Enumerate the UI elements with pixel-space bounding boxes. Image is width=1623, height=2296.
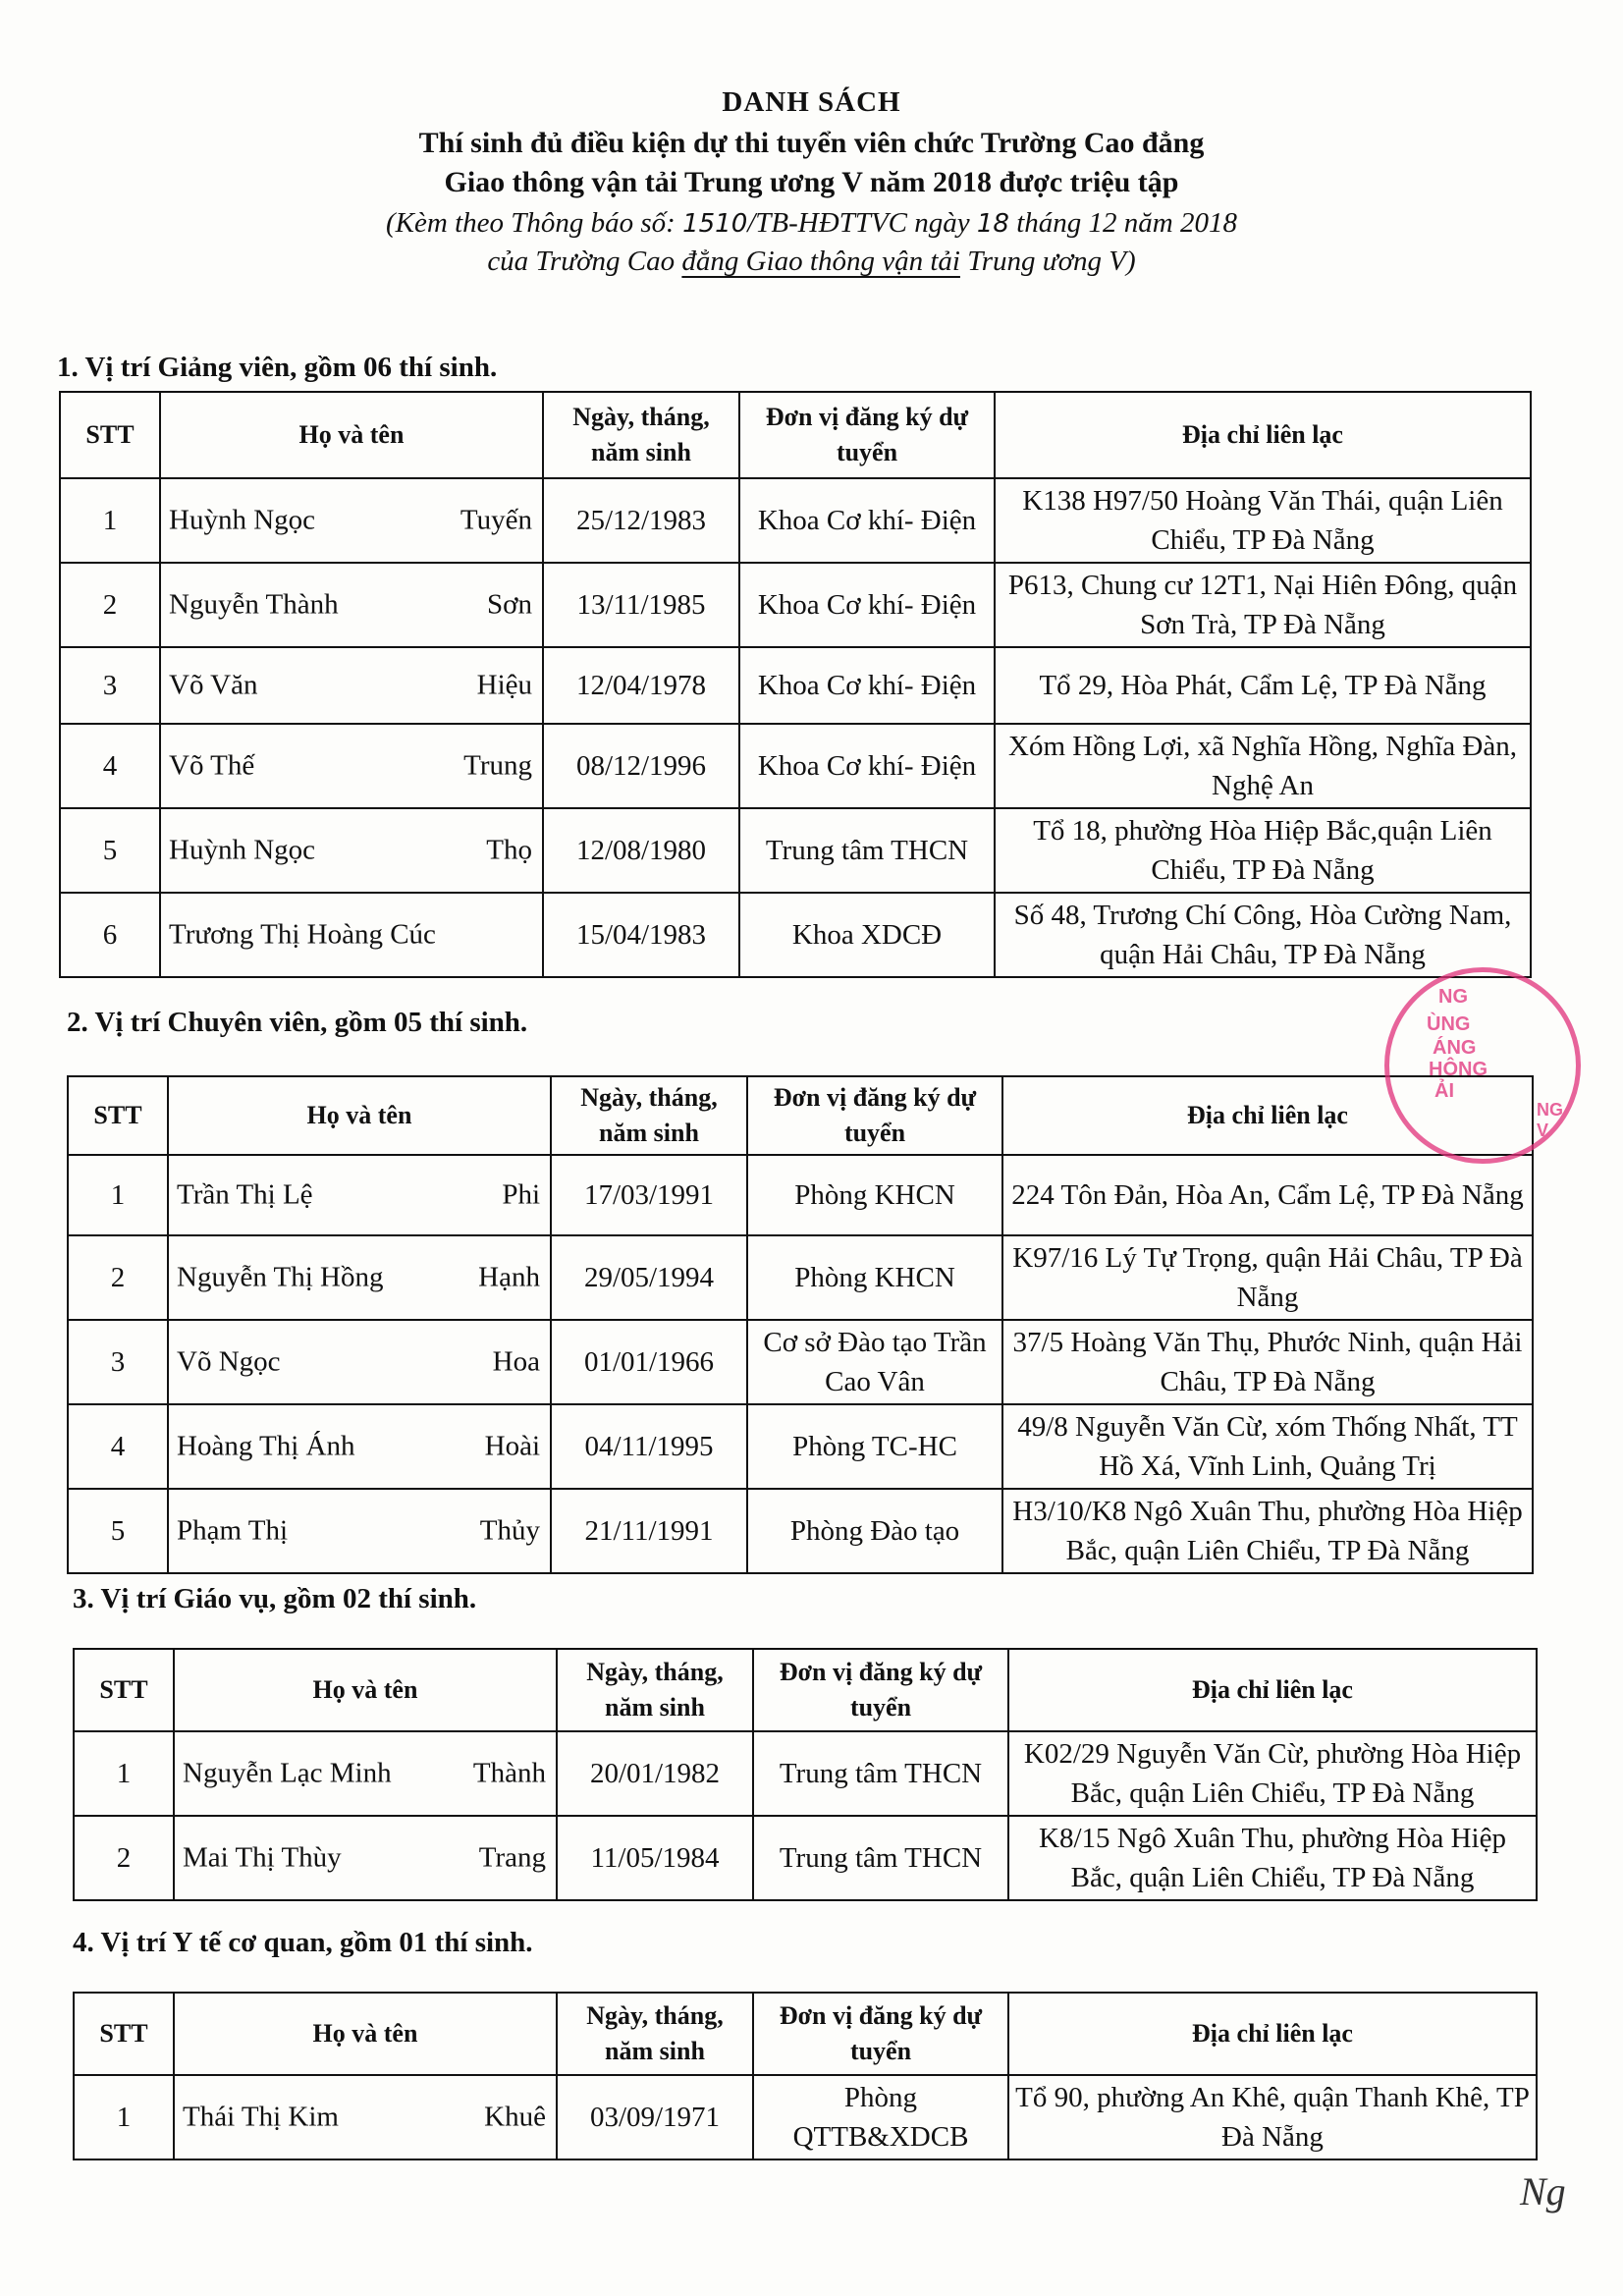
table-row <box>68 1155 1533 1235</box>
column-header-address: Địa chỉ liên lạc <box>1008 1993 1537 2075</box>
cell-registered-unit: Khoa Cơ khí- Điện <box>739 647 995 724</box>
column-header-name: Họ và tên <box>174 1993 557 2075</box>
cell-full-name <box>160 478 543 563</box>
given-name: Sơn <box>487 588 532 621</box>
cell-full-name <box>160 724 543 808</box>
cell-registered-unit: Khoa Cơ khí- Điện <box>739 478 995 563</box>
cell-stt: 2 <box>74 1816 174 1900</box>
reference-note-line2: của Trường Cao đẳng Giao thông vận tải Trung ương V) <box>487 246 1136 277</box>
column-header-name: Họ và tên <box>160 392 543 478</box>
cell-stt: 6 <box>60 893 160 977</box>
section-heading-2: 2. Vị trí Chuyên viên, gồm 05 thí sinh. <box>67 1007 528 1038</box>
column-header-unit: Đơn vị đăng ký dự tuyển <box>753 1649 1008 1731</box>
cell-registered-unit: Khoa XDCĐ <box>739 893 995 977</box>
cell-registered-unit: Trung tâm THCN <box>753 1731 1008 1816</box>
column-header-stt: STT <box>74 1649 174 1731</box>
cell-full-name <box>168 1235 551 1320</box>
cell-date-of-birth: 12/04/1978 <box>543 647 739 724</box>
column-header-unit: Đơn vị đăng ký dự tuyển <box>739 392 995 478</box>
cell-date-of-birth: 20/01/1982 <box>557 1731 753 1816</box>
column-header-dob: Ngày, tháng, năm sinh <box>543 392 739 478</box>
cell-date-of-birth: 01/01/1966 <box>551 1320 747 1404</box>
cell-stt: 1 <box>60 478 160 563</box>
table-academic-affairs <box>73 1648 1538 1901</box>
section-heading-1: 1. Vị trí Giảng viên, gồm 06 thí sinh. <box>57 352 498 383</box>
column-header-address: Địa chỉ liên lạc <box>1008 1649 1537 1731</box>
given-name: Thọ <box>486 834 532 866</box>
cell-full-name <box>174 2075 557 2159</box>
cell-full-name <box>160 893 543 977</box>
cell-contact-address: Xóm Hồng Lợi, xã Nghĩa Hồng, Nghĩa Đàn, Nghệ An <box>995 724 1531 808</box>
cell-registered-unit: Phòng KHCN <box>747 1235 1002 1320</box>
table-row <box>60 808 1531 893</box>
handwritten-number: 1510 <box>682 209 748 239</box>
table-row <box>68 1235 1533 1320</box>
cell-registered-unit: Phòng QTTB&XDCB <box>753 2075 1008 2159</box>
cell-registered-unit: Trung tâm THCN <box>753 1816 1008 1900</box>
table-row <box>74 1816 1537 1900</box>
given-name: Hoài <box>484 1430 540 1462</box>
cell-stt: 3 <box>68 1320 168 1404</box>
handwritten-day: 18 <box>976 209 1009 239</box>
cell-registered-unit: Phòng TC-HC <box>747 1404 1002 1489</box>
cell-stt: 5 <box>68 1489 168 1573</box>
table-row <box>68 1320 1533 1404</box>
cell-contact-address: K97/16 Lý Tự Trọng, quận Hải Châu, TP Đà Nẵng <box>1002 1235 1533 1320</box>
table-row <box>74 1731 1537 1816</box>
cell-contact-address: K02/29 Nguyễn Văn Cừ, phường Hòa Hiệp Bắc, quận Liên Chiểu, TP Đà Nẵng <box>1008 1731 1537 1816</box>
cell-stt: 1 <box>68 1155 168 1235</box>
table-row <box>60 647 1531 724</box>
cell-registered-unit: Cơ sở Đào tạo Trần Cao Vân <box>747 1320 1002 1404</box>
first-middle-name: Huỳnh Ngọc <box>169 834 316 866</box>
cell-registered-unit: Khoa Cơ khí- Điện <box>739 563 995 647</box>
cell-registered-unit: Trung tâm THCN <box>739 808 995 893</box>
cell-contact-address: H3/10/K8 Ngô Xuân Thu, phường Hòa Hiệp Bắc, quận Liên Chiểu, TP Đà Nẵng <box>1002 1489 1533 1573</box>
table-header-row <box>68 1076 1533 1155</box>
page-signature: Ng <box>1520 2169 1566 2214</box>
table-row <box>68 1489 1533 1573</box>
column-header-dob: Ngày, tháng, năm sinh <box>557 1649 753 1731</box>
official-red-stamp: NG ÙNG ÁNG HÔNG ẢI NG V <box>1384 967 1581 1164</box>
cell-contact-address: Số 48, Trương Chí Công, Hòa Cường Nam, quận Hải Châu, TP Đà Nẵng <box>995 893 1531 977</box>
cell-full-name <box>160 808 543 893</box>
cell-full-name <box>168 1489 551 1573</box>
column-header-address: Địa chỉ liên lạc <box>1002 1076 1533 1155</box>
cell-contact-address: K138 H97/50 Hoàng Văn Thái, quận Liên Chiểu, TP Đà Nẵng <box>995 478 1531 563</box>
cell-date-of-birth: 17/03/1991 <box>551 1155 747 1235</box>
first-middle-name: Mai Thị Thùy <box>183 1841 342 1874</box>
cell-date-of-birth: 15/04/1983 <box>543 893 739 977</box>
cell-full-name <box>160 647 543 724</box>
cell-contact-address: K8/15 Ngô Xuân Thu, phường Hòa Hiệp Bắc, quận Liên Chiểu, TP Đà Nẵng <box>1008 1816 1537 1900</box>
first-middle-name: Thái Thị Kim <box>183 2101 339 2133</box>
cell-date-of-birth: 08/12/1996 <box>543 724 739 808</box>
cell-stt: 1 <box>74 2075 174 2159</box>
cell-registered-unit: Phòng KHCN <box>747 1155 1002 1235</box>
table-medical <box>73 1992 1538 2160</box>
section-heading-3: 3. Vị trí Giáo vụ, gồm 02 thí sinh. <box>73 1583 477 1614</box>
table-row <box>60 893 1531 977</box>
document-subtitle-1: Thí sinh đủ điều kiện dự thi tuyển viên chức Trường Cao đẳng <box>418 127 1205 159</box>
given-name: Hạnh <box>478 1261 540 1293</box>
table-lecturers <box>59 391 1532 978</box>
cell-date-of-birth: 29/05/1994 <box>551 1235 747 1320</box>
cell-contact-address: 37/5 Hoàng Văn Thụ, Phước Ninh, quận Hải Châu, TP Đà Nẵng <box>1002 1320 1533 1404</box>
first-middle-name: Huỳnh Ngọc <box>169 504 316 536</box>
cell-registered-unit: Phòng Đào tạo <box>747 1489 1002 1573</box>
document-header <box>0 86 1623 278</box>
section-heading-4: 4. Vị trí Y tế cơ quan, gồm 01 thí sinh. <box>73 1927 533 1958</box>
table-row <box>60 563 1531 647</box>
given-name: Hiệu <box>476 669 532 701</box>
first-middle-name: Nguyễn Thị Hồng <box>177 1261 384 1293</box>
table-header-row <box>74 1649 1537 1731</box>
given-name: Trung <box>463 749 532 782</box>
cell-date-of-birth: 04/11/1995 <box>551 1404 747 1489</box>
given-name: Thành <box>472 1757 546 1789</box>
column-header-stt: STT <box>60 392 160 478</box>
first-middle-name: Trương Thị Hoàng Cúc <box>169 918 436 951</box>
column-header-dob: Ngày, tháng, năm sinh <box>551 1076 747 1155</box>
column-header-unit: Đơn vị đăng ký dự tuyển <box>747 1076 1002 1155</box>
cell-full-name <box>168 1155 551 1235</box>
cell-contact-address: Tổ 90, phường An Khê, quận Thanh Khê, TP Đà Nẵng <box>1008 2075 1537 2159</box>
cell-date-of-birth: 12/08/1980 <box>543 808 739 893</box>
cell-full-name <box>168 1404 551 1489</box>
cell-stt: 2 <box>68 1235 168 1320</box>
table-header-row <box>74 1993 1537 2075</box>
column-header-unit: Đơn vị đăng ký dự tuyển <box>753 1993 1008 2075</box>
cell-date-of-birth: 25/12/1983 <box>543 478 739 563</box>
first-middle-name: Nguyễn Lạc Minh <box>183 1757 392 1789</box>
cell-date-of-birth: 13/11/1985 <box>543 563 739 647</box>
first-middle-name: Nguyễn Thành <box>169 588 339 621</box>
cell-stt: 4 <box>60 724 160 808</box>
cell-full-name <box>174 1731 557 1816</box>
given-name: Trang <box>478 1841 546 1874</box>
cell-stt: 4 <box>68 1404 168 1489</box>
table-row <box>68 1404 1533 1489</box>
table-header-row <box>60 392 1531 478</box>
given-name: Tuyến <box>460 504 532 536</box>
first-middle-name: Phạm Thị <box>177 1514 289 1547</box>
cell-full-name <box>168 1320 551 1404</box>
reference-note: (Kèm theo Thông báo số: 1510/TB-HĐTTVC ngày 18 tháng 12 năm 2018 <box>386 207 1237 239</box>
given-name: Khuê <box>484 2101 546 2133</box>
given-name: Phi <box>502 1178 540 1211</box>
cell-full-name <box>174 1816 557 1900</box>
table-row <box>60 724 1531 808</box>
column-header-address: Địa chỉ liên lạc <box>995 392 1531 478</box>
table-row <box>60 478 1531 563</box>
given-name: Thủy <box>479 1514 540 1547</box>
first-middle-name: Võ Văn <box>169 669 258 701</box>
table-specialists <box>67 1075 1534 1574</box>
column-header-name: Họ và tên <box>168 1076 551 1155</box>
column-header-dob: Ngày, tháng, năm sinh <box>557 1993 753 2075</box>
cell-stt: 3 <box>60 647 160 724</box>
given-name: Hoa <box>492 1345 540 1378</box>
document-title: DANH SÁCH <box>722 86 901 118</box>
column-header-stt: STT <box>68 1076 168 1155</box>
cell-registered-unit: Khoa Cơ khí- Điện <box>739 724 995 808</box>
cell-stt: 1 <box>74 1731 174 1816</box>
cell-contact-address: Tổ 29, Hòa Phát, Cẩm Lệ, TP Đà Nẵng <box>995 647 1531 724</box>
column-header-name: Họ và tên <box>174 1649 557 1731</box>
cell-contact-address: 224 Tôn Đản, Hòa An, Cẩm Lệ, TP Đà Nẵng <box>1002 1155 1533 1235</box>
cell-date-of-birth: 03/09/1971 <box>557 2075 753 2159</box>
cell-contact-address: Tổ 18, phường Hòa Hiệp Bắc,quận Liên Chiểu, TP Đà Nẵng <box>995 808 1531 893</box>
cell-stt: 5 <box>60 808 160 893</box>
column-header-stt: STT <box>74 1993 174 2075</box>
first-middle-name: Trần Thị Lệ <box>177 1178 313 1211</box>
cell-date-of-birth: 11/05/1984 <box>557 1816 753 1900</box>
table-row <box>74 2075 1537 2159</box>
first-middle-name: Võ Thế <box>169 749 255 782</box>
first-middle-name: Võ Ngọc <box>177 1345 281 1378</box>
document-subtitle-2: Giao thông vận tải Trung ương V năm 2018 được triệu tập <box>444 166 1179 198</box>
cell-full-name <box>160 563 543 647</box>
cell-contact-address: P613, Chung cư 12T1, Nại Hiên Đông, quận Sơn Trà, TP Đà Nẵng <box>995 563 1531 647</box>
cell-stt: 2 <box>60 563 160 647</box>
cell-contact-address: 49/8 Nguyễn Văn Cừ, xóm Thống Nhất, TT Hồ Xá, Vĩnh Linh, Quảng Trị <box>1002 1404 1533 1489</box>
cell-date-of-birth: 21/11/1991 <box>551 1489 747 1573</box>
first-middle-name: Hoàng Thị Ánh <box>177 1430 355 1462</box>
